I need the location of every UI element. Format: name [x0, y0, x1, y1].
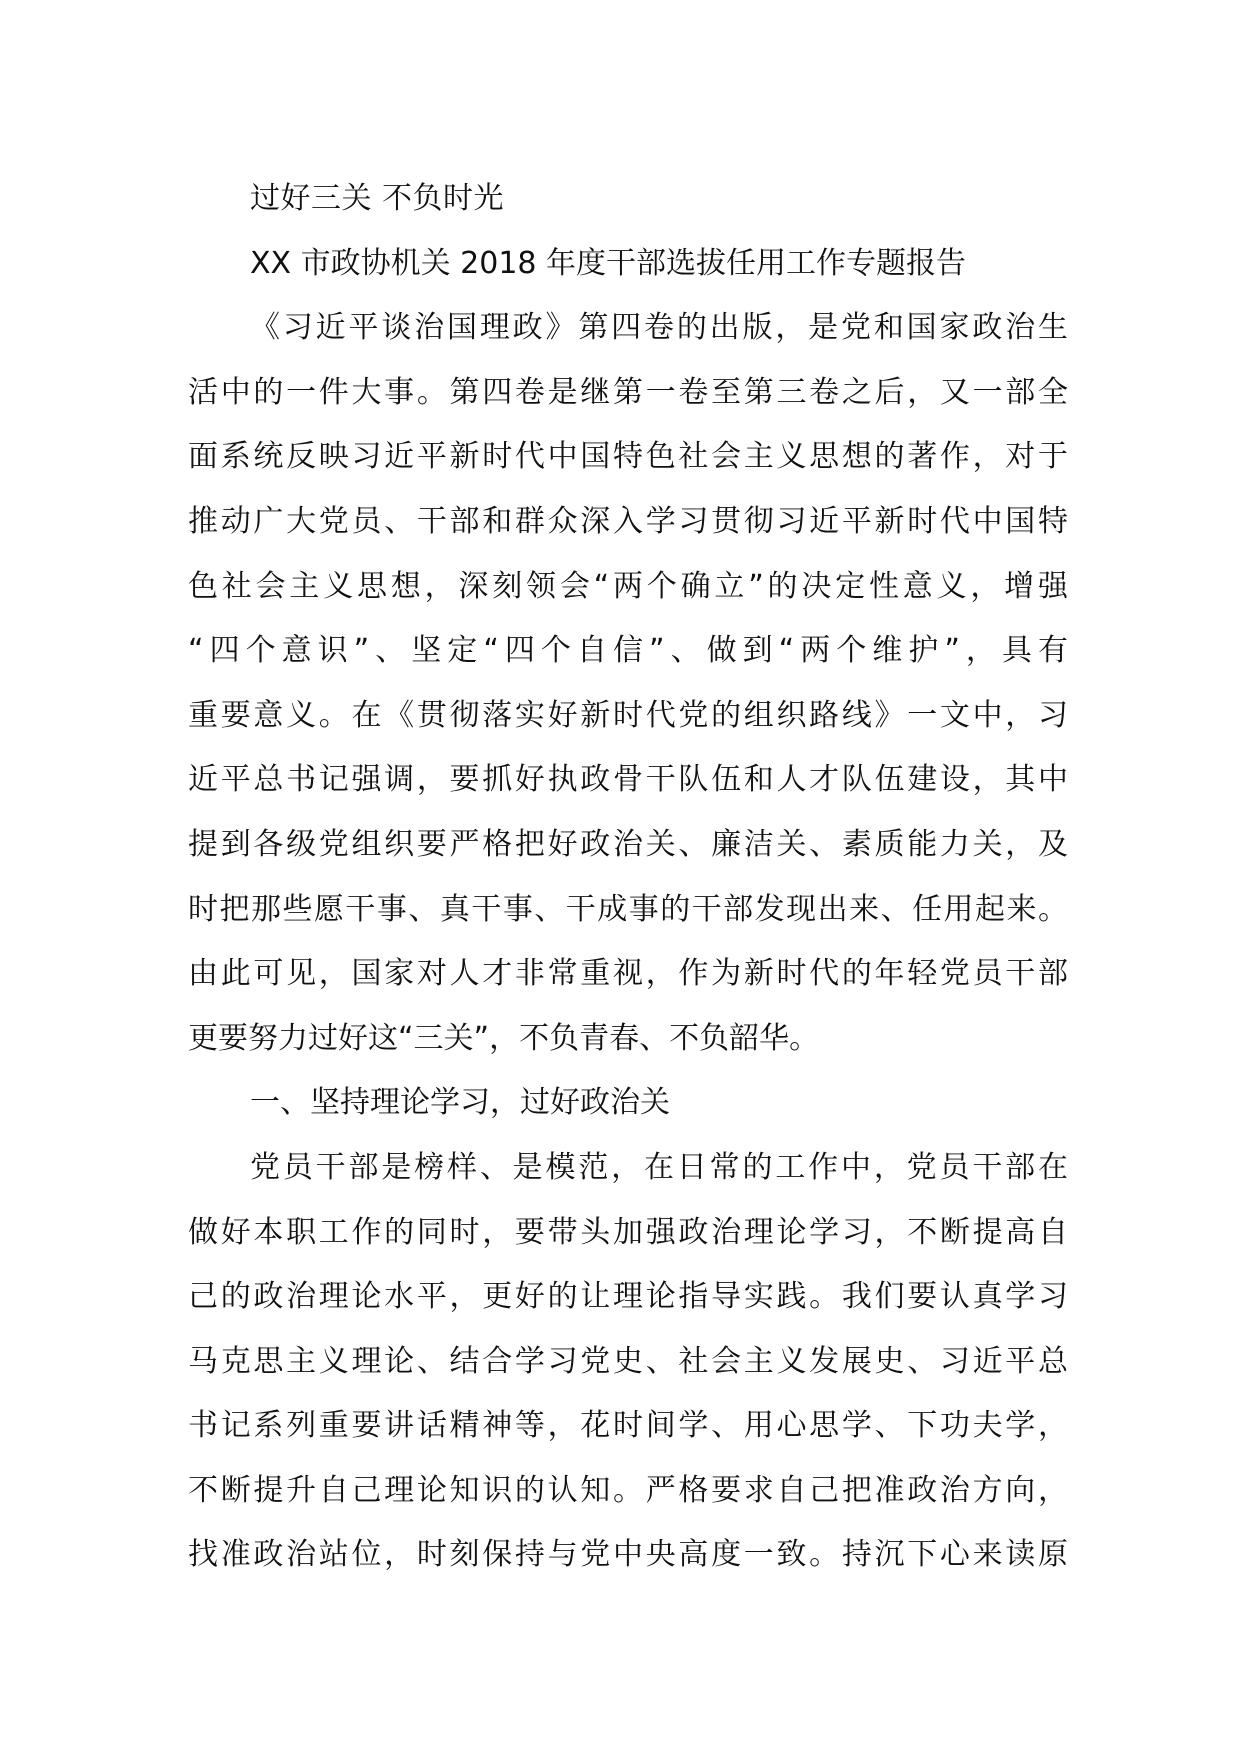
paragraph-intro	[188, 296, 1068, 1071]
paragraph-line: 面系统反映习近平新时代中国特色社会主义思想的著作，对于	[188, 439, 1068, 475]
paragraph-line: 做好本职工作的同时，要带头加强政治理论学习，不断提高自	[188, 1214, 1068, 1250]
paragraph-line: 马克思主义理论、结合学习党史、社会主义发展史、习近平总	[188, 1343, 1068, 1379]
paragraph-line: 不断提升自己理论知识的认知。严格要求自己把准政治方向，	[188, 1472, 1068, 1508]
document-body	[188, 167, 1068, 1588]
paragraph-line: 色社会主义思想，深刻领会“两个确立”的决定性意义，增强	[188, 568, 1068, 604]
paragraph-line: 重要意义。在《贯彻落实好新时代党的组织路线》一文中，习	[188, 697, 1068, 733]
paragraph-line: 己的政治理论水平，更好的让理论指导实践。我们要认真学习	[188, 1279, 1068, 1315]
paragraph-political-study	[188, 1136, 1068, 1588]
paragraph-line: 找准政治站位，时刻保持与党中央高度一致。持沉下心来读原	[188, 1537, 1068, 1573]
paragraph-line: 更要努力过好这“三关”，不负青春、不负韶华。	[188, 1020, 820, 1056]
paragraph-line: 党员干部是榜样、是模范，在日常的工作中，党员干部在	[250, 1149, 1068, 1185]
paragraph-line: 推动广大党员、干部和群众深入学习贯彻习近平新时代中国特	[188, 503, 1068, 539]
paragraph-line: 由此可见，国家对人才非常重视，作为新时代的年轻党员干部	[188, 956, 1068, 992]
paragraph-line: 《习近平谈治国理政》第四卷的出版，是党和国家政治生	[250, 310, 1068, 346]
document-subtitle: XX 市政协机关 2018 年度干部选拔任用工作专题报告	[250, 245, 967, 281]
paragraph-line: 提到各级党组织要严格把好政治关、廉洁关、素质能力关，及	[188, 826, 1068, 862]
paragraph-line: 书记系列重要讲话精神等，花时间学、用心思学、下功夫学，	[188, 1408, 1068, 1444]
paragraph-line: 时把那些愿干事、真干事、干成事的干部发现出来、任用起来。	[188, 891, 1068, 927]
paragraph-line: 近平总书记强调，要抓好执政骨干队伍和人才队伍建设，其中	[188, 762, 1068, 798]
paragraph-line: “四个意识”、坚定“四个自信”、做到“两个维护”，具有	[188, 633, 1068, 669]
paragraph-line: 活中的一件大事。第四卷是继第一卷至第三卷之后，又一部全	[188, 374, 1068, 410]
document-title: 过好三关 不负时光	[250, 181, 505, 216]
section-heading: 一、坚持理论学习，过好政治关	[250, 1085, 670, 1121]
